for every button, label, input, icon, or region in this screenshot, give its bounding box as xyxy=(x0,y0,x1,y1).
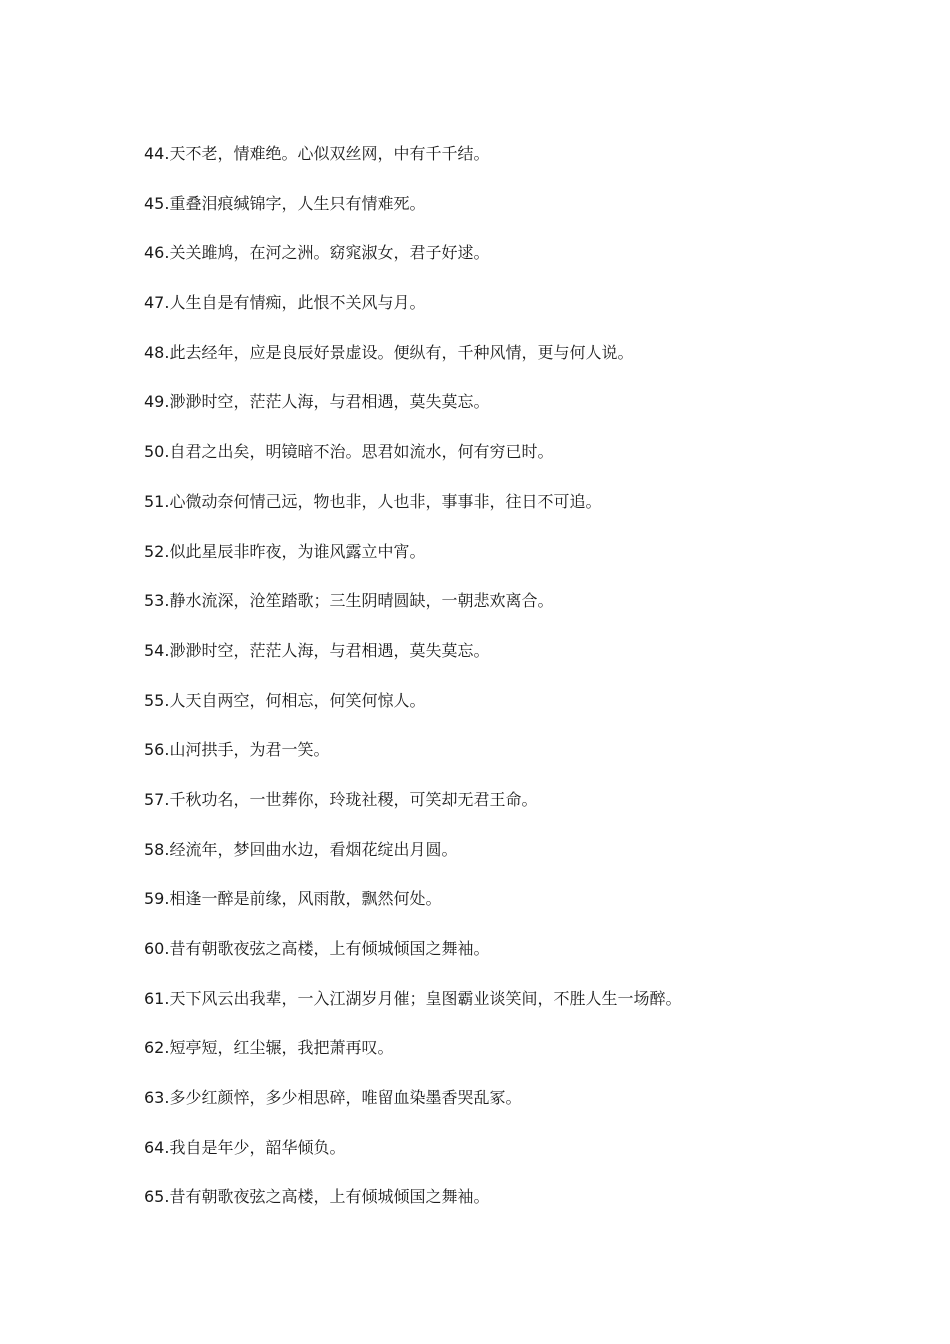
list-item: 53.静水流深，沧笙踏歌；三生阴晴圆缺，一朝悲欢离合。 xyxy=(144,591,554,611)
list-item: 65.昔有朝歌夜弦之高楼，上有倾城倾国之舞袖。 xyxy=(144,1187,490,1207)
list-item: 64.我自是年少，韶华倾负。 xyxy=(144,1137,346,1157)
list-item: 61.天下风云出我辈，一入江湖岁月催；皇图霸业谈笑间，不胜人生一场醉。 xyxy=(144,988,682,1008)
list-item: 52.似此星辰非昨夜，为谁风露立中宵。 xyxy=(144,541,426,561)
list-item: 51.心微动奈何情己远，物也非，人也非，事事非，往日不可追。 xyxy=(144,491,602,511)
list-item: 48.此去经年，应是良辰好景虚设。便纵有，千种风情，更与何人说。 xyxy=(144,342,634,362)
list-item: 49.渺渺时空，茫茫人海，与君相遇，莫失莫忘。 xyxy=(144,392,490,412)
list-item: 54.渺渺时空，茫茫人海，与君相遇，莫失莫忘。 xyxy=(144,640,490,660)
list-item: 50.自君之出矣，明镜暗不治。思君如流水，何有穷已时。 xyxy=(144,442,554,462)
list-item: 58.经流年，梦回曲水边，看烟花绽出月圆。 xyxy=(144,839,458,859)
list-item: 57.千秋功名，一世葬你，玲珑社稷，可笑却无君王命。 xyxy=(144,789,538,809)
list-item: 44.天不老，情难绝。心似双丝网，中有千千结。 xyxy=(144,144,490,163)
list-item: 60.昔有朝歌夜弦之高楼，上有倾城倾国之舞袖。 xyxy=(144,939,490,958)
list-item: 55.人天自两空，何相忘，何笑何惊人。 xyxy=(144,690,426,710)
list-item: 56.山河拱手，为君一笑。 xyxy=(144,740,330,760)
list-item: 47.人生自是有情痴，此恨不关风与月。 xyxy=(144,293,426,313)
list-item: 63.多少红颜悴，多少相思碎，唯留血染墨香哭乱冢。 xyxy=(144,1088,522,1108)
list-item: 45.重叠泪痕缄锦字，人生只有情难死。 xyxy=(144,193,426,213)
list-item: 46.关关雎鸠，在河之洲。窈窕淑女，君子好逑。 xyxy=(144,243,490,263)
quote-list xyxy=(144,142,681,1235)
list-item: 59.相逢一醉是前缘，风雨散，飘然何处。 xyxy=(144,889,442,909)
list-item: 62.短亭短，红尘辗，我把萧再叹。 xyxy=(144,1038,394,1058)
